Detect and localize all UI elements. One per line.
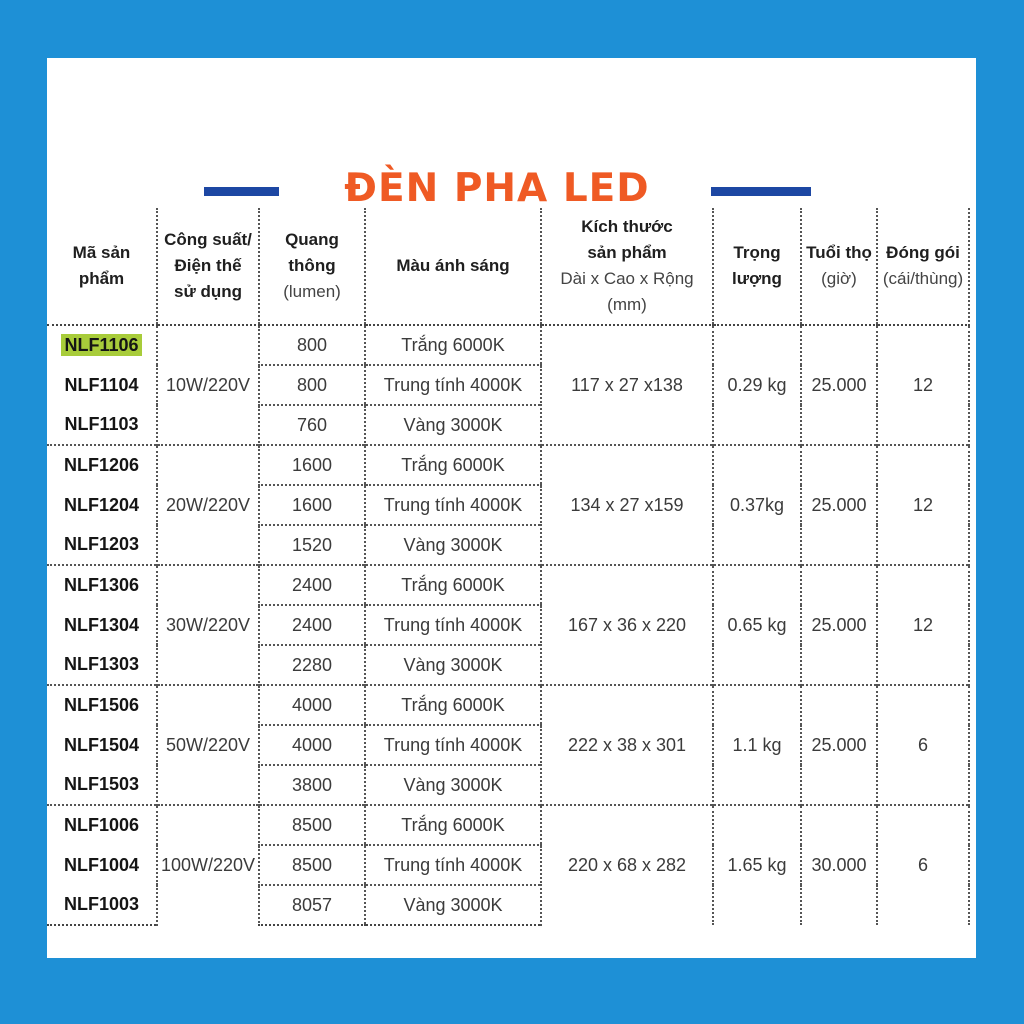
spec-table (47, 208, 970, 926)
lumen-cell: 800 (259, 365, 365, 405)
table-row (47, 565, 969, 605)
product-code (47, 885, 157, 925)
header-pack: Đóng gói (cái/thùng) (877, 208, 969, 325)
color-cell: Vàng 3000K (365, 885, 541, 925)
product-code (47, 565, 157, 605)
power-cell: 20W/220V (157, 445, 259, 565)
color-cell: Trắng 6000K (365, 325, 541, 365)
product-code-text: NLF1106 (61, 334, 141, 356)
table-row (47, 805, 969, 845)
life-cell: 25.000 (801, 565, 877, 685)
lumen-cell: 1520 (259, 525, 365, 565)
page-title: ĐÈN PHA LED (344, 166, 650, 211)
header-power: Công suất/ Điện thế sử dụng (157, 208, 259, 325)
product-code (47, 765, 157, 805)
product-code-text: NLF1203 (63, 534, 140, 554)
color-cell: Trắng 6000K (365, 805, 541, 845)
title-bar-right (711, 187, 811, 196)
product-code-text: NLF1303 (63, 654, 140, 674)
product-code-text: NLF1104 (64, 374, 139, 395)
header-code: Mã sản phẩm (47, 208, 157, 325)
lumen-cell: 3800 (259, 765, 365, 805)
product-code (47, 325, 157, 365)
color-cell: Trung tính 4000K (365, 725, 541, 765)
product-code-text: NLF1504 (63, 734, 140, 755)
life-cell: 30.000 (801, 805, 877, 925)
lumen-cell: 8057 (259, 885, 365, 925)
power-cell: 10W/220V (157, 325, 259, 445)
product-code-text: NLF1103 (64, 414, 139, 434)
product-code (47, 725, 157, 765)
product-code-text: NLF1503 (63, 774, 140, 794)
power-cell: 100W/220V (157, 805, 259, 925)
color-cell: Vàng 3000K (365, 645, 541, 685)
lumen-cell: 1600 (259, 445, 365, 485)
product-code (47, 485, 157, 525)
product-code (47, 405, 157, 445)
life-cell: 25.000 (801, 685, 877, 805)
table-row (47, 445, 969, 485)
product-code-text: NLF1004 (63, 854, 140, 875)
lumen-cell: 2280 (259, 645, 365, 685)
title-bar-left (204, 187, 279, 196)
product-code (47, 525, 157, 565)
pack-cell: 6 (877, 685, 969, 805)
color-cell: Vàng 3000K (365, 525, 541, 565)
lumen-cell: 800 (259, 325, 365, 365)
product-code (47, 845, 157, 885)
pack-cell: 12 (877, 325, 969, 445)
size-cell: 220 x 68 x 282 (541, 805, 713, 925)
lumen-cell: 4000 (259, 685, 365, 725)
product-code (47, 445, 157, 485)
product-code (47, 365, 157, 405)
weight-cell: 1.1 kg (713, 685, 801, 805)
table-row (47, 325, 969, 365)
header-lumen: Quang thông (lumen) (259, 208, 365, 325)
table-body (47, 325, 969, 925)
product-code (47, 605, 157, 645)
header-size: Kích thước sản phẩm Dài x Cao x Rộng (mm) (541, 208, 713, 325)
pack-cell: 12 (877, 565, 969, 685)
pack-cell: 12 (877, 445, 969, 565)
weight-cell: 0.65 kg (713, 565, 801, 685)
header-color: Màu ánh sáng (365, 208, 541, 325)
header-weight: Trọng lượng (713, 208, 801, 325)
product-code-text: NLF1204 (63, 494, 140, 515)
size-cell: 134 x 27 x159 (541, 445, 713, 565)
product-code (47, 645, 157, 685)
color-cell: Trắng 6000K (365, 685, 541, 725)
lumen-cell: 1600 (259, 485, 365, 525)
lumen-cell: 8500 (259, 805, 365, 845)
color-cell: Trắng 6000K (365, 565, 541, 605)
color-cell: Trung tính 4000K (365, 605, 541, 645)
product-code (47, 805, 157, 845)
product-code-text: NLF1003 (63, 894, 140, 914)
size-cell: 222 x 38 x 301 (541, 685, 713, 805)
color-cell: Vàng 3000K (365, 405, 541, 445)
product-code-text: NLF1306 (63, 575, 140, 595)
lumen-cell: 4000 (259, 725, 365, 765)
product-code-text: NLF1206 (63, 455, 140, 475)
power-cell: 50W/220V (157, 685, 259, 805)
color-cell: Vàng 3000K (365, 765, 541, 805)
lumen-cell: 2400 (259, 565, 365, 605)
spec-sheet (47, 58, 976, 958)
product-code-text: NLF1304 (63, 614, 140, 635)
color-cell: Trắng 6000K (365, 445, 541, 485)
header-row (47, 208, 969, 325)
lumen-cell: 2400 (259, 605, 365, 645)
color-cell: Trung tính 4000K (365, 845, 541, 885)
life-cell: 25.000 (801, 445, 877, 565)
lumen-cell: 760 (259, 405, 365, 445)
color-cell: Trung tính 4000K (365, 365, 541, 405)
weight-cell: 0.37kg (713, 445, 801, 565)
weight-cell: 1.65 kg (713, 805, 801, 925)
product-code-text: NLF1506 (63, 695, 140, 715)
power-cell: 30W/220V (157, 565, 259, 685)
table-row (47, 685, 969, 725)
size-cell: 117 x 27 x138 (541, 325, 713, 445)
life-cell: 25.000 (801, 325, 877, 445)
pack-cell: 6 (877, 805, 969, 925)
lumen-cell: 8500 (259, 845, 365, 885)
product-code-text: NLF1006 (63, 815, 140, 835)
size-cell: 167 x 36 x 220 (541, 565, 713, 685)
color-cell: Trung tính 4000K (365, 485, 541, 525)
weight-cell: 0.29 kg (713, 325, 801, 445)
header-life: Tuổi thọ (giờ) (801, 208, 877, 325)
product-code (47, 685, 157, 725)
